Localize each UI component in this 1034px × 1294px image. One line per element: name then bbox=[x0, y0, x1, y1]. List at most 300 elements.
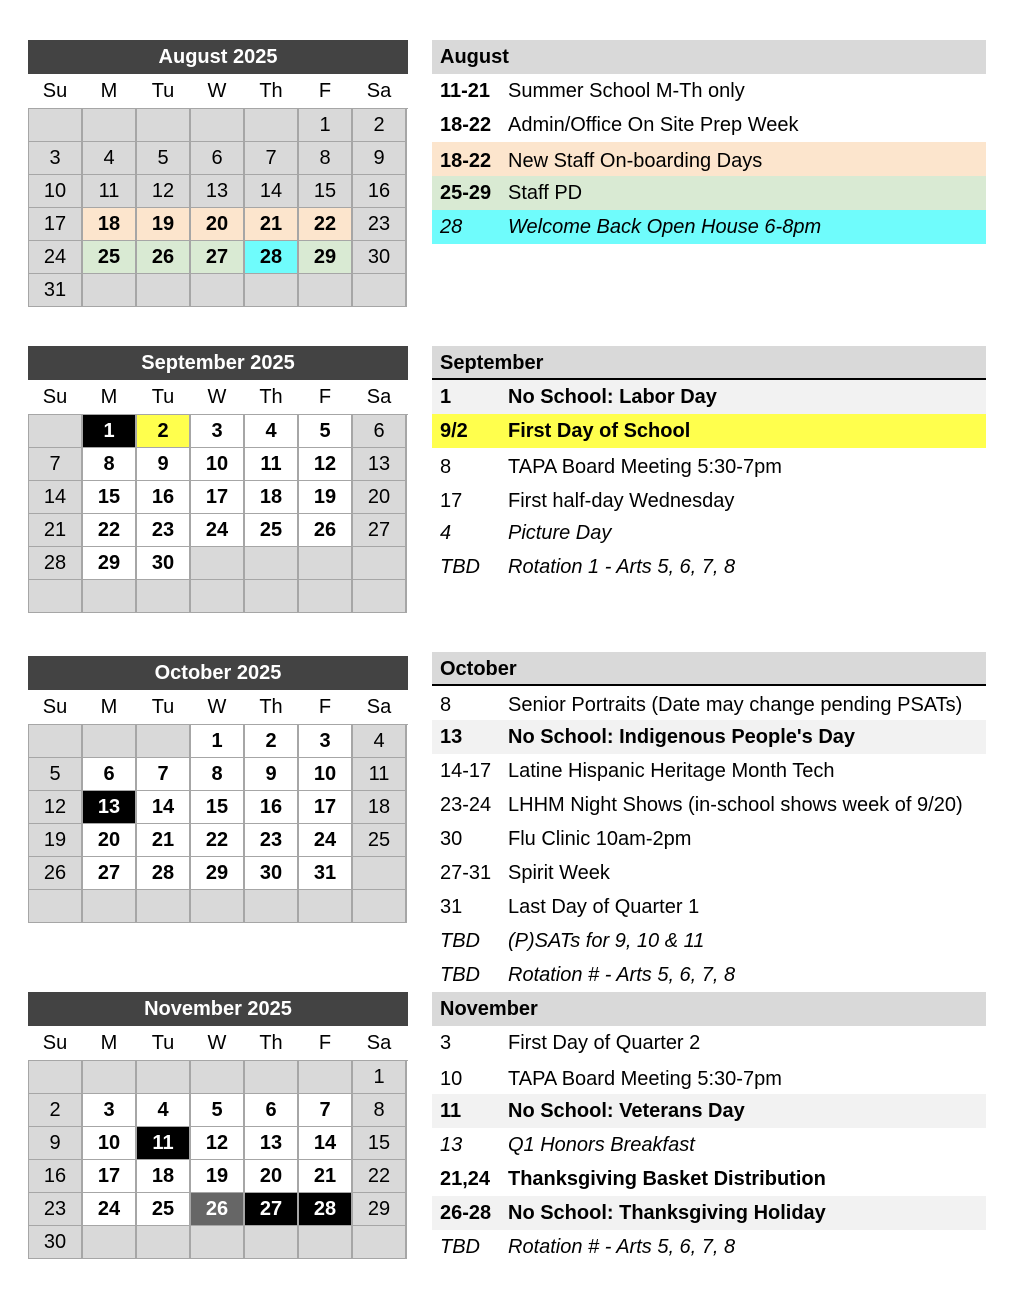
day-cell: 28 bbox=[299, 1193, 353, 1226]
event-text: No School: Veterans Day bbox=[508, 1100, 745, 1122]
event-text: Rotation # - Arts 5, 6, 7, 8 bbox=[508, 964, 736, 986]
day-cell: 2 bbox=[137, 415, 191, 448]
day-cell: 5 bbox=[299, 415, 353, 448]
empty-cell bbox=[137, 725, 191, 758]
weekday-label: M bbox=[100, 696, 118, 718]
calendar-title: September 2025 bbox=[28, 346, 408, 380]
event-date: 18-22 bbox=[440, 150, 492, 172]
day-cell: 3 bbox=[83, 1094, 137, 1127]
day-cell: 23 bbox=[353, 208, 407, 241]
event-text: First Day of Quarter 2 bbox=[508, 1032, 701, 1054]
day-cell: 23 bbox=[29, 1193, 83, 1226]
day-cell: 2 bbox=[29, 1094, 83, 1127]
events-heading: August bbox=[432, 40, 986, 74]
day-cell: 30 bbox=[245, 857, 299, 890]
day-cell: 4 bbox=[83, 142, 137, 175]
day-cell: 2 bbox=[353, 109, 407, 142]
event-date: 17 bbox=[440, 490, 463, 512]
event-date: TBD bbox=[440, 1236, 480, 1258]
day-cell: 22 bbox=[83, 514, 137, 547]
empty-cell bbox=[299, 890, 353, 923]
event-row bbox=[432, 686, 986, 720]
day-cell: 8 bbox=[299, 142, 353, 175]
day-cell: 13 bbox=[245, 1127, 299, 1160]
event-date: 21,24 bbox=[440, 1168, 491, 1190]
weekday-label: Sa bbox=[366, 696, 392, 718]
day-cell: 1 bbox=[299, 109, 353, 142]
day-cell: 10 bbox=[29, 175, 83, 208]
empty-cell bbox=[29, 725, 83, 758]
day-cell: 29 bbox=[353, 1193, 407, 1226]
day-cell: 16 bbox=[29, 1160, 83, 1193]
event-text: Last Day of Quarter 1 bbox=[508, 896, 700, 918]
day-cell: 14 bbox=[245, 175, 299, 208]
day-cell: 21 bbox=[245, 208, 299, 241]
event-row bbox=[432, 414, 986, 448]
event-text: LHHM Night Shows (in-school shows week of 9/20) bbox=[508, 794, 963, 816]
weekday-label: F bbox=[318, 80, 332, 102]
day-cell: 20 bbox=[83, 824, 137, 857]
event-row bbox=[432, 482, 986, 516]
day-cell: 2 bbox=[245, 725, 299, 758]
day-cell: 21 bbox=[137, 824, 191, 857]
events-august bbox=[432, 40, 986, 244]
empty-cell bbox=[191, 1061, 245, 1094]
event-text: Latine Hispanic Heritage Month Tech bbox=[508, 760, 835, 782]
day-cell: 29 bbox=[299, 241, 353, 274]
empty-cell bbox=[137, 274, 191, 307]
day-cell: 24 bbox=[83, 1193, 137, 1226]
day-cell: 12 bbox=[299, 448, 353, 481]
empty-cell bbox=[137, 109, 191, 142]
day-cell: 1 bbox=[191, 725, 245, 758]
day-cell: 14 bbox=[29, 481, 83, 514]
weekday-label: Tu bbox=[151, 80, 175, 102]
event-date: 8 bbox=[440, 456, 452, 478]
empty-cell bbox=[83, 109, 137, 142]
day-cell: 25 bbox=[83, 241, 137, 274]
day-cell: 25 bbox=[353, 824, 407, 857]
day-cell: 4 bbox=[137, 1094, 191, 1127]
event-text: Picture Day bbox=[508, 522, 612, 544]
event-date: 10 bbox=[440, 1068, 463, 1090]
day-cell: 6 bbox=[191, 142, 245, 175]
empty-cell bbox=[299, 580, 353, 613]
day-cell: 18 bbox=[353, 791, 407, 824]
events-september bbox=[432, 346, 986, 584]
day-cell: 29 bbox=[191, 857, 245, 890]
event-row bbox=[432, 448, 986, 482]
empty-cell bbox=[191, 580, 245, 613]
weekday-label: W bbox=[207, 386, 227, 408]
event-row bbox=[432, 856, 986, 890]
day-cell: 3 bbox=[29, 142, 83, 175]
empty-cell bbox=[191, 890, 245, 923]
day-cell: 13 bbox=[353, 448, 407, 481]
event-text: TAPA Board Meeting 5:30-7pm bbox=[508, 456, 782, 478]
event-date: 28 bbox=[440, 216, 463, 238]
calendar-title: August 2025 bbox=[28, 40, 408, 74]
empty-cell bbox=[83, 1226, 137, 1259]
event-row bbox=[432, 1196, 986, 1230]
event-date: 26-28 bbox=[440, 1202, 492, 1224]
empty-cell bbox=[83, 725, 137, 758]
events-list bbox=[432, 380, 986, 584]
day-cell: 9 bbox=[137, 448, 191, 481]
event-text: Rotation # - Arts 5, 6, 7, 8 bbox=[508, 1236, 736, 1258]
weekday-label: M bbox=[100, 80, 118, 102]
empty-cell bbox=[83, 890, 137, 923]
day-cell: 28 bbox=[245, 241, 299, 274]
empty-cell bbox=[353, 580, 407, 613]
event-text: Rotation 1 - Arts 5, 6, 7, 8 bbox=[508, 556, 736, 578]
event-text: First half-day Wednesday bbox=[508, 490, 735, 512]
day-cell: 30 bbox=[353, 241, 407, 274]
event-date: 30 bbox=[440, 828, 463, 850]
empty-cell bbox=[83, 274, 137, 307]
day-cell: 30 bbox=[29, 1226, 83, 1259]
event-date: 1 bbox=[440, 386, 452, 408]
day-cell: 23 bbox=[245, 824, 299, 857]
day-cell: 30 bbox=[137, 547, 191, 580]
day-cell: 17 bbox=[83, 1160, 137, 1193]
day-cell: 1 bbox=[353, 1061, 407, 1094]
day-cell: 18 bbox=[83, 208, 137, 241]
day-cell: 24 bbox=[29, 241, 83, 274]
event-text: TAPA Board Meeting 5:30-7pm bbox=[508, 1068, 782, 1090]
day-cell: 7 bbox=[299, 1094, 353, 1127]
event-text: Staff PD bbox=[508, 182, 583, 204]
day-cell: 3 bbox=[191, 415, 245, 448]
day-cell: 21 bbox=[29, 514, 83, 547]
event-row bbox=[432, 210, 986, 244]
event-row bbox=[432, 890, 986, 924]
day-cell: 8 bbox=[353, 1094, 407, 1127]
day-cell: 12 bbox=[29, 791, 83, 824]
event-date: 25-29 bbox=[440, 182, 492, 204]
calendar-november bbox=[28, 992, 408, 1259]
empty-cell bbox=[245, 109, 299, 142]
empty-cell bbox=[191, 547, 245, 580]
weekday-label: Th bbox=[259, 386, 283, 408]
day-cell: 13 bbox=[83, 791, 137, 824]
day-cell: 12 bbox=[191, 1127, 245, 1160]
events-list bbox=[432, 74, 986, 244]
events-heading: October bbox=[432, 652, 986, 686]
event-row bbox=[432, 788, 986, 822]
event-row bbox=[432, 1230, 986, 1264]
weekday-label: Th bbox=[259, 696, 283, 718]
day-cell: 26 bbox=[191, 1193, 245, 1226]
day-cell: 31 bbox=[299, 857, 353, 890]
weekday-label: Tu bbox=[151, 1032, 175, 1054]
event-row bbox=[432, 516, 986, 550]
empty-cell bbox=[299, 274, 353, 307]
empty-cell bbox=[245, 890, 299, 923]
weekday-label: W bbox=[207, 1032, 227, 1054]
event-row bbox=[432, 176, 986, 210]
empty-cell bbox=[245, 547, 299, 580]
event-date: 14-17 bbox=[440, 760, 492, 782]
event-row bbox=[432, 958, 986, 992]
empty-cell bbox=[29, 415, 83, 448]
event-date: TBD bbox=[440, 964, 480, 986]
day-cell: 31 bbox=[29, 274, 83, 307]
day-cell: 19 bbox=[191, 1160, 245, 1193]
event-row bbox=[432, 924, 986, 958]
events-october bbox=[432, 652, 986, 992]
event-row bbox=[432, 822, 986, 856]
event-date: 3 bbox=[440, 1032, 452, 1054]
day-cell: 26 bbox=[299, 514, 353, 547]
empty-cell bbox=[29, 109, 83, 142]
event-row bbox=[432, 1026, 986, 1060]
empty-cell bbox=[191, 274, 245, 307]
weekday-label: Sa bbox=[366, 386, 392, 408]
day-cell: 15 bbox=[191, 791, 245, 824]
event-row bbox=[432, 1162, 986, 1196]
day-cell: 6 bbox=[353, 415, 407, 448]
events-heading: November bbox=[432, 992, 986, 1026]
day-cell: 11 bbox=[83, 175, 137, 208]
empty-cell bbox=[29, 890, 83, 923]
event-date: 18-22 bbox=[440, 114, 492, 136]
day-grid bbox=[28, 108, 408, 307]
empty-cell bbox=[137, 1226, 191, 1259]
day-cell: 22 bbox=[191, 824, 245, 857]
event-row bbox=[432, 108, 986, 142]
day-grid bbox=[28, 1060, 408, 1259]
day-cell: 9 bbox=[353, 142, 407, 175]
weekday-label: Th bbox=[259, 1032, 283, 1054]
events-november bbox=[432, 992, 986, 1264]
empty-cell bbox=[29, 1061, 83, 1094]
day-cell: 11 bbox=[245, 448, 299, 481]
day-cell: 10 bbox=[299, 758, 353, 791]
day-cell: 7 bbox=[245, 142, 299, 175]
day-cell: 17 bbox=[29, 208, 83, 241]
event-row bbox=[432, 142, 986, 176]
event-text: Summer School M-Th only bbox=[508, 80, 745, 102]
event-date: 23-24 bbox=[440, 794, 492, 816]
weekday-header bbox=[28, 1026, 408, 1060]
events-list bbox=[432, 686, 986, 992]
event-date: 11-21 bbox=[440, 80, 491, 102]
day-cell: 5 bbox=[137, 142, 191, 175]
event-date: 13 bbox=[440, 726, 463, 748]
day-cell: 3 bbox=[299, 725, 353, 758]
event-text: New Staff On-boarding Days bbox=[508, 150, 763, 172]
day-cell: 11 bbox=[353, 758, 407, 791]
day-cell: 4 bbox=[245, 415, 299, 448]
day-cell: 16 bbox=[137, 481, 191, 514]
weekday-label: Sa bbox=[366, 80, 392, 102]
day-cell: 27 bbox=[245, 1193, 299, 1226]
day-cell: 27 bbox=[353, 514, 407, 547]
day-cell: 6 bbox=[83, 758, 137, 791]
event-text: Thanksgiving Basket Distribution bbox=[508, 1168, 826, 1190]
empty-cell bbox=[299, 1061, 353, 1094]
empty-cell bbox=[191, 1226, 245, 1259]
event-text: Senior Portraits (Date may change pending PSATs) bbox=[508, 694, 963, 716]
day-cell: 19 bbox=[299, 481, 353, 514]
day-cell: 5 bbox=[191, 1094, 245, 1127]
day-cell: 20 bbox=[191, 208, 245, 241]
weekday-label: M bbox=[100, 386, 118, 408]
event-date: TBD bbox=[440, 556, 480, 578]
event-date: 13 bbox=[440, 1134, 463, 1156]
empty-cell bbox=[137, 890, 191, 923]
weekday-header bbox=[28, 74, 408, 108]
day-cell: 6 bbox=[245, 1094, 299, 1127]
calendar-august bbox=[28, 40, 408, 307]
empty-cell bbox=[353, 547, 407, 580]
weekday-header bbox=[28, 380, 408, 414]
day-cell: 7 bbox=[137, 758, 191, 791]
day-cell: 27 bbox=[83, 857, 137, 890]
day-cell: 18 bbox=[245, 481, 299, 514]
day-cell: 7 bbox=[29, 448, 83, 481]
empty-cell bbox=[137, 580, 191, 613]
day-cell: 14 bbox=[299, 1127, 353, 1160]
weekday-label: W bbox=[207, 696, 227, 718]
empty-cell bbox=[191, 109, 245, 142]
event-text: No School: Labor Day bbox=[508, 386, 717, 408]
event-row bbox=[432, 380, 986, 414]
event-date: 31 bbox=[440, 896, 463, 918]
day-cell: 21 bbox=[299, 1160, 353, 1193]
day-cell: 15 bbox=[83, 481, 137, 514]
weekday-label: M bbox=[100, 1032, 118, 1054]
weekday-label: Tu bbox=[151, 386, 175, 408]
weekday-label: Su bbox=[42, 1032, 68, 1054]
day-cell: 16 bbox=[245, 791, 299, 824]
day-cell: 1 bbox=[83, 415, 137, 448]
day-cell: 19 bbox=[29, 824, 83, 857]
day-cell: 27 bbox=[191, 241, 245, 274]
event-text: No School: Thanksgiving Holiday bbox=[508, 1202, 826, 1224]
weekday-label: Tu bbox=[151, 696, 175, 718]
weekday-label: Su bbox=[42, 386, 68, 408]
event-row bbox=[432, 754, 986, 788]
event-text: Admin/Office On Site Prep Week bbox=[508, 114, 799, 136]
day-cell: 17 bbox=[299, 791, 353, 824]
events-heading: September bbox=[432, 346, 986, 380]
event-text: Q1 Honors Breakfast bbox=[508, 1134, 695, 1156]
day-cell: 10 bbox=[83, 1127, 137, 1160]
weekday-label: Su bbox=[42, 696, 68, 718]
event-text: Welcome Back Open House 6-8pm bbox=[508, 216, 822, 238]
empty-cell bbox=[353, 857, 407, 890]
empty-cell bbox=[353, 274, 407, 307]
empty-cell bbox=[299, 547, 353, 580]
event-text: Flu Clinic 10am-2pm bbox=[508, 828, 692, 850]
event-text: (P)SATs for 9, 10 & 11 bbox=[508, 930, 705, 952]
weekday-label: Su bbox=[42, 80, 68, 102]
event-row bbox=[432, 720, 986, 754]
empty-cell bbox=[299, 1226, 353, 1259]
weekday-label: W bbox=[207, 80, 227, 102]
event-date: 9/2 bbox=[440, 420, 468, 442]
event-row bbox=[432, 1128, 986, 1162]
calendar-title: October 2025 bbox=[28, 656, 408, 690]
event-text: First Day of School bbox=[508, 420, 691, 442]
day-cell: 8 bbox=[83, 448, 137, 481]
day-cell: 23 bbox=[137, 514, 191, 547]
day-cell: 24 bbox=[299, 824, 353, 857]
weekday-label: F bbox=[318, 1032, 332, 1054]
calendar-september bbox=[28, 346, 408, 613]
empty-cell bbox=[245, 1226, 299, 1259]
empty-cell bbox=[83, 1061, 137, 1094]
day-cell: 4 bbox=[353, 725, 407, 758]
day-cell: 26 bbox=[137, 241, 191, 274]
event-text: Spirit Week bbox=[508, 862, 610, 884]
event-date: 4 bbox=[440, 522, 452, 544]
event-row bbox=[432, 1094, 986, 1128]
day-cell: 12 bbox=[137, 175, 191, 208]
day-cell: 10 bbox=[191, 448, 245, 481]
day-cell: 20 bbox=[353, 481, 407, 514]
weekday-label: F bbox=[318, 386, 332, 408]
day-cell: 24 bbox=[191, 514, 245, 547]
day-cell: 9 bbox=[245, 758, 299, 791]
weekday-label: Sa bbox=[366, 1032, 392, 1054]
empty-cell bbox=[137, 1061, 191, 1094]
day-grid bbox=[28, 724, 408, 923]
day-cell: 25 bbox=[245, 514, 299, 547]
day-cell: 11 bbox=[137, 1127, 191, 1160]
day-cell: 16 bbox=[353, 175, 407, 208]
weekday-label: Th bbox=[259, 80, 283, 102]
event-row bbox=[432, 550, 986, 584]
day-cell: 18 bbox=[137, 1160, 191, 1193]
event-date: 11 bbox=[440, 1100, 462, 1122]
event-date: 8 bbox=[440, 694, 452, 716]
event-date: TBD bbox=[440, 930, 480, 952]
event-date: 27-31 bbox=[440, 862, 492, 884]
day-cell: 9 bbox=[29, 1127, 83, 1160]
events-list bbox=[432, 1026, 986, 1264]
calendar-title: November 2025 bbox=[28, 992, 408, 1026]
event-text: No School: Indigenous People's Day bbox=[508, 726, 856, 748]
day-grid bbox=[28, 414, 408, 613]
day-cell: 5 bbox=[29, 758, 83, 791]
day-cell: 28 bbox=[137, 857, 191, 890]
day-cell: 13 bbox=[191, 175, 245, 208]
day-cell: 17 bbox=[191, 481, 245, 514]
empty-cell bbox=[245, 1061, 299, 1094]
empty-cell bbox=[245, 274, 299, 307]
empty-cell bbox=[353, 1226, 407, 1259]
empty-cell bbox=[29, 580, 83, 613]
day-cell: 19 bbox=[137, 208, 191, 241]
day-cell: 20 bbox=[245, 1160, 299, 1193]
day-cell: 15 bbox=[353, 1127, 407, 1160]
day-cell: 14 bbox=[137, 791, 191, 824]
weekday-label: F bbox=[318, 696, 332, 718]
event-row bbox=[432, 1060, 986, 1094]
day-cell: 15 bbox=[299, 175, 353, 208]
day-cell: 8 bbox=[191, 758, 245, 791]
calendar-october bbox=[28, 656, 408, 923]
day-cell: 22 bbox=[299, 208, 353, 241]
empty-cell bbox=[245, 580, 299, 613]
day-cell: 25 bbox=[137, 1193, 191, 1226]
event-row bbox=[432, 74, 986, 108]
day-cell: 28 bbox=[29, 547, 83, 580]
day-cell: 29 bbox=[83, 547, 137, 580]
